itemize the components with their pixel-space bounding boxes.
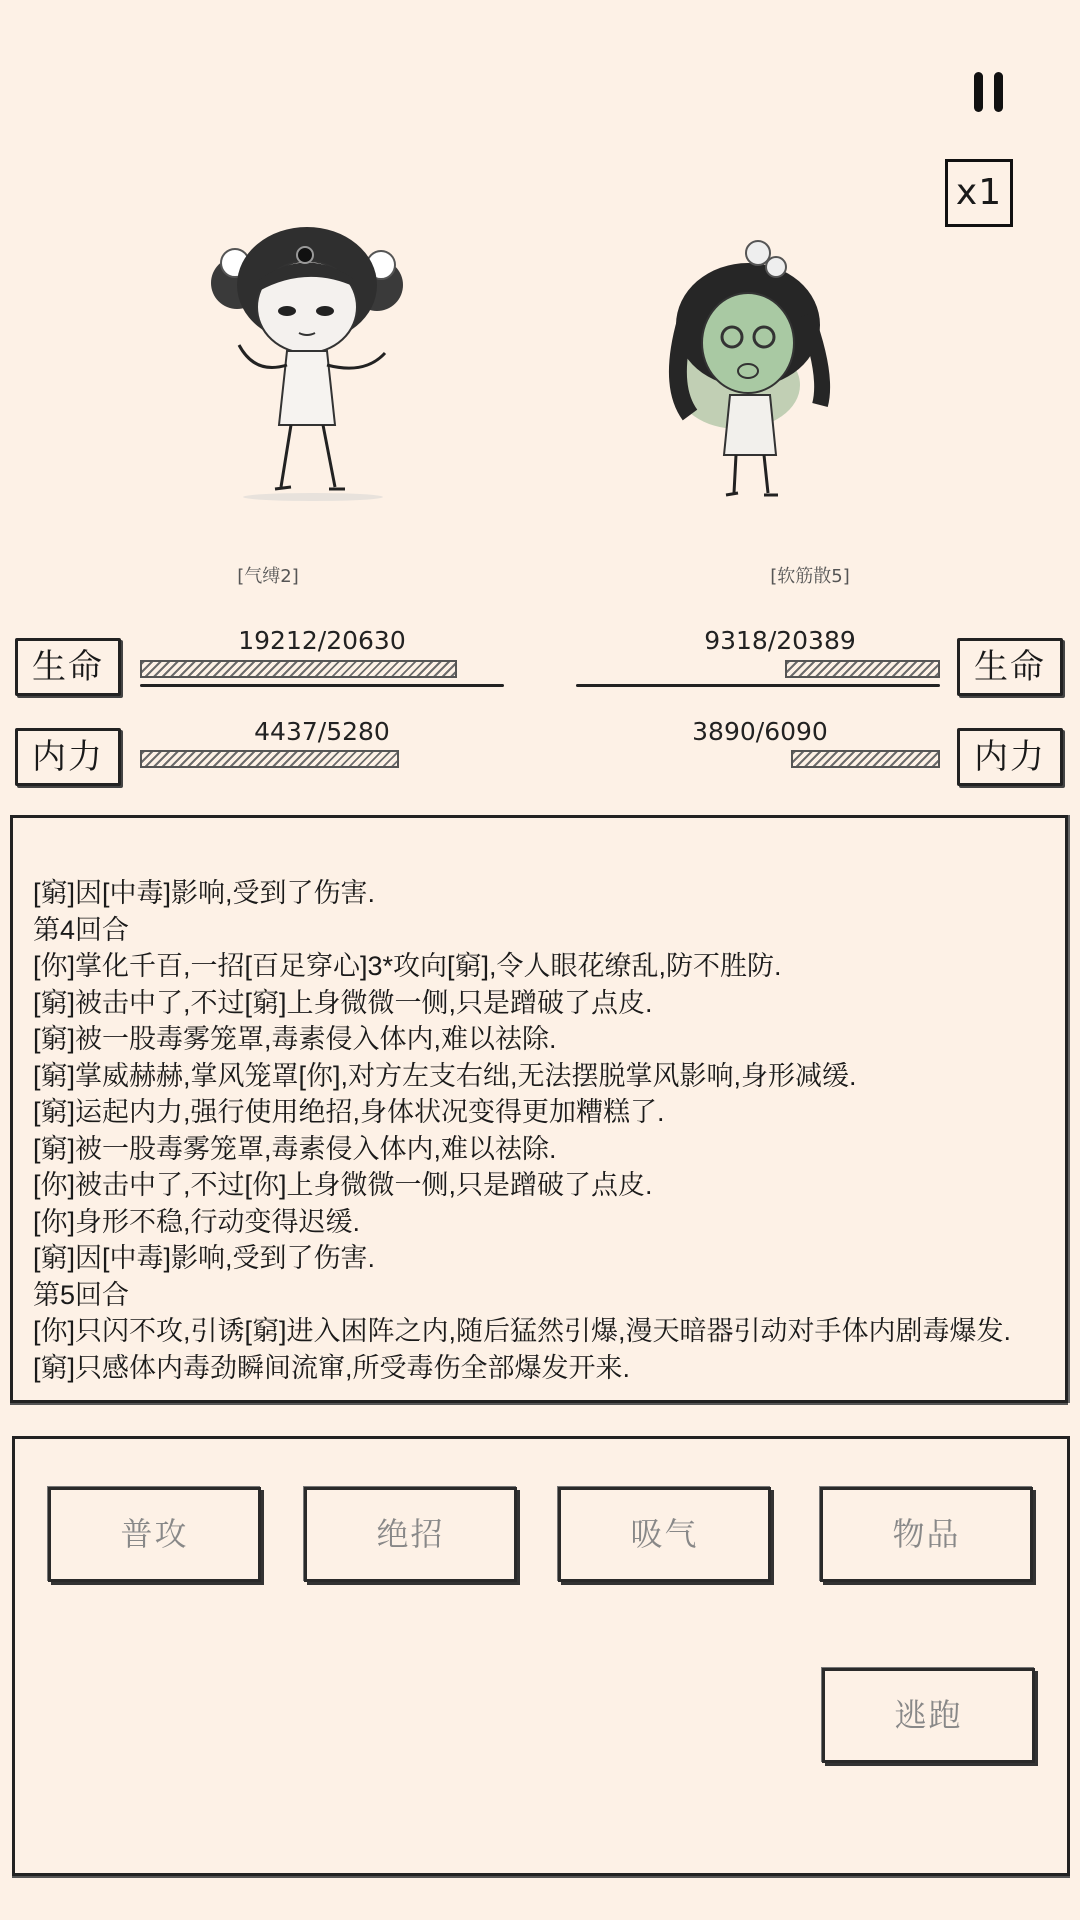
- battle-log-lines: [33, 875, 1049, 1386]
- enemy-hp-value: 9318/20389: [704, 626, 856, 655]
- player-hp-label: 生命: [15, 638, 121, 696]
- breathe-button[interactable]: 吸气: [558, 1487, 771, 1582]
- enemy-status-effect: [软筋散5]: [770, 566, 850, 587]
- battle-log[interactable]: [10, 815, 1068, 1403]
- player-mp-value: 4437/5280: [254, 717, 390, 746]
- enemy-mp-bar: [706, 750, 940, 768]
- ultimate-skill-button[interactable]: 绝招: [304, 1487, 517, 1582]
- player-mp-label: 内力: [15, 728, 121, 786]
- log-line: [你]被击中了,不过[你]上身微微一侧,只是蹭破了点皮.: [33, 1170, 653, 1200]
- enemy-character: [638, 225, 878, 515]
- enemy-mp-label: 内力: [957, 728, 1063, 786]
- enemy-hp-baseline: [576, 684, 940, 687]
- player-status-effect: [气缚2]: [237, 566, 299, 587]
- log-line: 第4回合: [33, 914, 130, 945]
- pause-button[interactable]: [968, 70, 1012, 114]
- items-button[interactable]: 物品: [820, 1487, 1033, 1582]
- log-line: [窮]掌威赫赫,掌风笼罩[你],对方左支右绌,无法摆脱掌风影响,身形减缓.: [33, 1060, 857, 1091]
- log-line: [你]只闪不攻,引诱[窮]进入困阵之内,随后猛然引爆,漫天暗器引动对手体内剧毒爆发.: [33, 1316, 1012, 1346]
- log-line: [你]身形不稳,行动变得迟缓.: [33, 1206, 361, 1237]
- enemy-hp-label: 生命: [957, 638, 1063, 696]
- player-hp-bar: [140, 660, 480, 678]
- player-hp-value: 19212/20630: [238, 626, 406, 655]
- player-character: [195, 225, 435, 515]
- log-line: [你]掌化千百,一招[百足穿心]3*攻向[窮],令人眼花缭乱,防不胜防.: [33, 951, 782, 981]
- log-line: [窮]因[中毒]影响,受到了伤害.: [33, 878, 376, 908]
- log-line: [窮]因[中毒]影响,受到了伤害.: [33, 1243, 376, 1273]
- log-line: [窮]运起内力,强行使用绝招,身体状况变得更加糟糕了.: [33, 1097, 665, 1127]
- log-line: [窮]被击中了,不过[窮]上身微微一侧,只是蹭破了点皮.: [33, 987, 653, 1018]
- speed-toggle-button[interactable]: x1: [945, 159, 1013, 227]
- player-mp-bar: [140, 750, 448, 768]
- pause-icon: [974, 72, 983, 112]
- log-line: [窮]被一股毒雾笼罩,毒素侵入体内,难以祛除.: [33, 1024, 557, 1054]
- log-line: [窮]只感体内毒劲瞬间流窜,所受毒伤全部爆发开来.: [33, 1352, 631, 1383]
- enemy-hp-bar: [600, 660, 940, 678]
- player-hp-baseline: [140, 684, 504, 687]
- log-line: [窮]被一股毒雾笼罩,毒素侵入体内,难以祛除.: [33, 1133, 557, 1164]
- flee-button[interactable]: 逃跑: [822, 1668, 1035, 1763]
- normal-attack-button[interactable]: 普攻: [48, 1487, 261, 1582]
- log-line: 第5回合: [33, 1279, 130, 1310]
- enemy-mp-value: 3890/6090: [692, 717, 828, 746]
